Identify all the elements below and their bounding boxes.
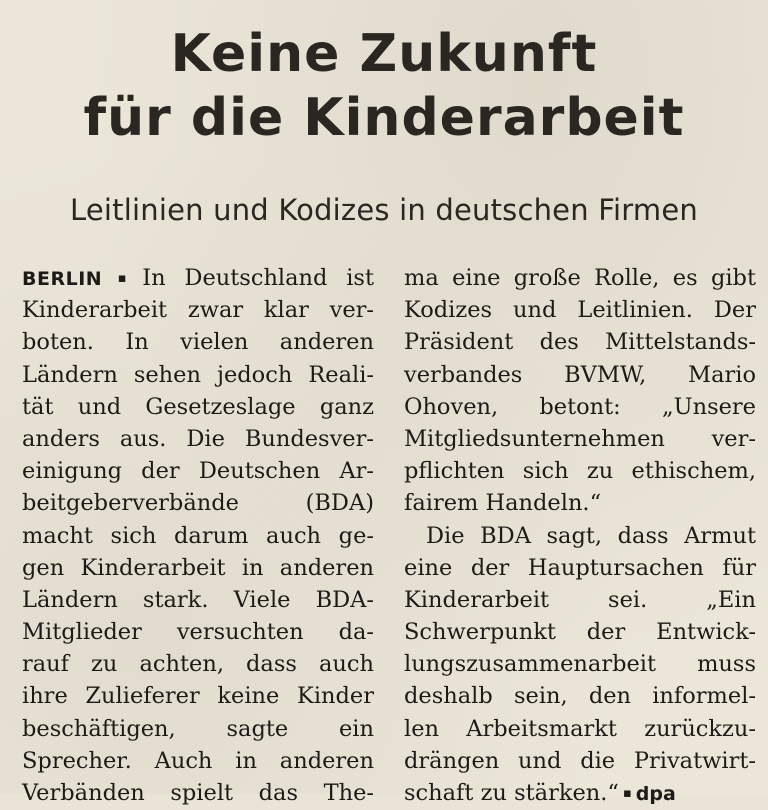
subheadline: Leitlinien und Kodizes in deutschen Firmen — [70, 193, 698, 227]
body-line: Mitgliedsunternehmen ver- — [404, 425, 756, 452]
body-line: rauf zu achten, dass auch — [22, 651, 374, 678]
body-line — [404, 777, 756, 809]
body-line: einigung der Deutschen Ar- — [22, 458, 374, 485]
body-line: verbandes BVMW, Mario — [404, 361, 756, 388]
headline-line-2: für die Kinderarbeit — [83, 88, 685, 148]
source-credit: dpa — [635, 783, 676, 805]
body-line: Kodizes und Leitlinien. Der — [404, 297, 756, 324]
body-line: Präsident des Mittelstands- — [404, 329, 756, 356]
body-line: boten. In vielen anderen — [22, 329, 374, 356]
body-line: len Arbeitsmarkt zurückzu- — [404, 715, 756, 742]
body-line: fairem Handeln.“ — [404, 490, 602, 517]
body-line: Sprecher. Auch in anderen — [22, 747, 374, 774]
body-line: Verbänden spielt das The- — [22, 780, 374, 806]
body-line: Ländern sehen jedoch Reali- — [22, 361, 374, 388]
body-line: drängen und die Privatwirt- — [404, 747, 756, 774]
body-line: tät und Gesetzeslage ganz — [22, 393, 374, 420]
body-line: anders aus. Die Bundesver- — [22, 425, 374, 452]
body-line: Mitglieder versuchten da- — [22, 619, 374, 646]
body-line: ihre Zulieferer keine Kinder — [22, 683, 374, 710]
body-line: Ländern stark. Viele BDA- — [22, 586, 374, 613]
body-line-text: schaft zu stärken.“ — [404, 780, 619, 806]
body-line: pflichten sich zu ethischem, — [404, 458, 756, 485]
body-line: lungszusammenarbeit muss — [404, 651, 756, 678]
body-line: Kinderarbeit sei. „Ein — [404, 586, 756, 613]
headline-line-1: Keine Zukunft — [170, 24, 598, 84]
body-line: gen Kinderarbeit in anderen — [22, 554, 374, 581]
headline — [0, 22, 768, 150]
body-line-text: In Deutschland ist — [142, 265, 375, 291]
dateline: BERLIN — [22, 268, 103, 290]
body-line: Schwerpunkt der Entwick- — [404, 619, 756, 646]
body-line: Kinderarbeit zwar klar ver- — [22, 297, 374, 324]
body-line: beschäftigen, sagte ein — [22, 715, 374, 742]
body-line: macht sich darum auch ge- — [22, 522, 374, 549]
body-line: Die BDA sagt, dass Armut — [426, 522, 756, 549]
article-column-left — [22, 262, 374, 809]
article-column-right — [404, 262, 756, 809]
body-line: ma eine große Rolle, es gibt — [404, 265, 756, 291]
body-line: eine der Hauptursachen für — [404, 554, 756, 581]
body-line: deshalb sein, den informel- — [404, 683, 756, 710]
separator-bullet: ▪ — [106, 270, 139, 286]
body-line: Ohoven, betont: „Unsere — [404, 393, 756, 420]
body-line — [22, 262, 374, 294]
separator-bullet: ▪ — [622, 785, 632, 801]
body-line: beitgeberverbände (BDA) — [22, 490, 374, 517]
